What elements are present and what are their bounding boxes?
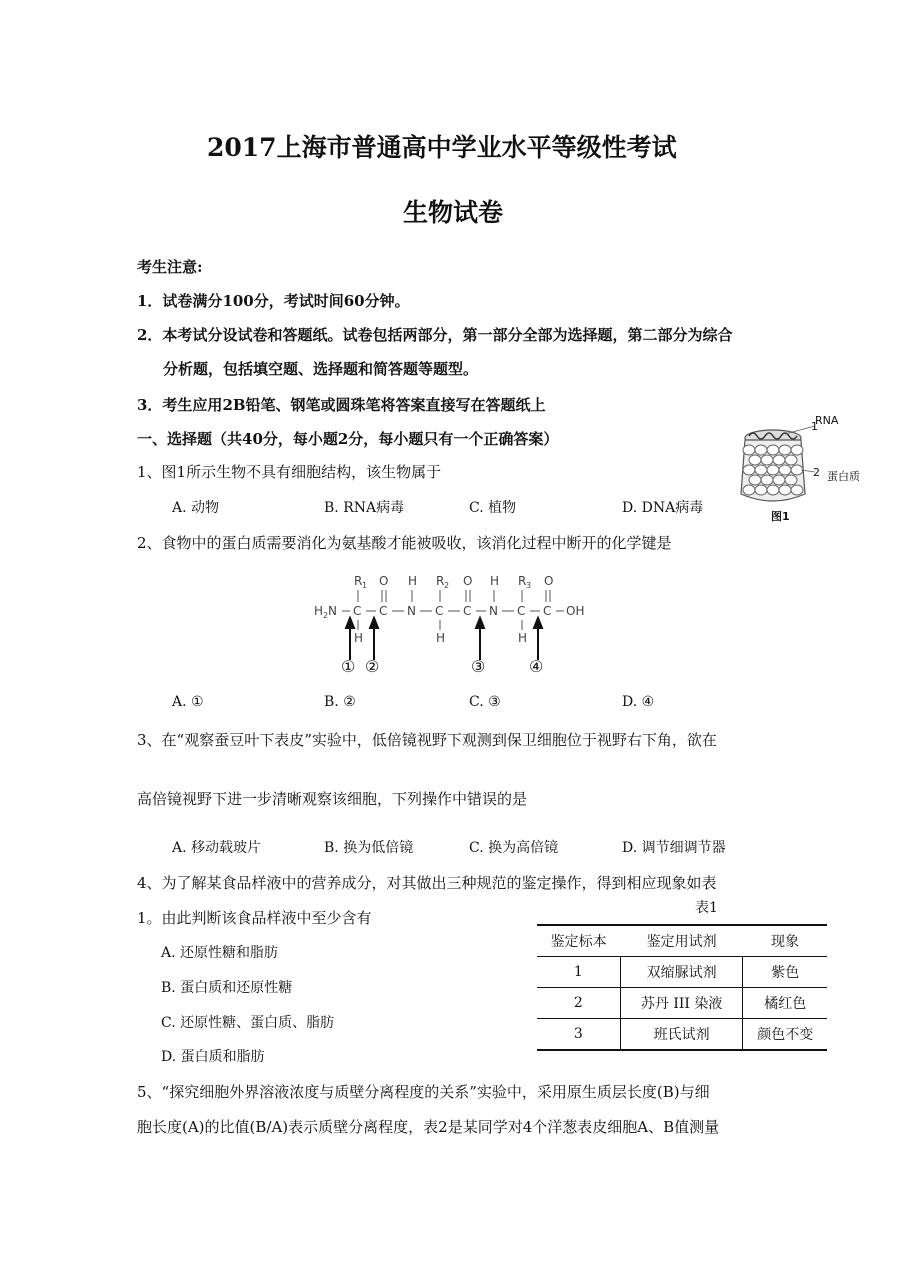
table-header: 鉴定用试剂 [620, 925, 743, 957]
question-2: 2、食物中的蛋白质需要消化为氨基酸才能被吸收，该消化过程中断开的化学键是 [137, 534, 672, 552]
table-cell: 3 [537, 1019, 620, 1051]
svg-text:1: 1 [362, 581, 368, 590]
virus-figure [735, 410, 865, 525]
peptide-diagram [310, 568, 600, 680]
bond-label-2: ② [365, 657, 380, 676]
question-4-line-2: 1。由此判断该食品样液中至少含有 [137, 909, 372, 927]
table-row [537, 1019, 827, 1051]
svg-text:C: C [353, 604, 362, 618]
q3-option-d: D. 调节细调节器 [622, 840, 726, 856]
svg-text:O: O [544, 574, 554, 588]
table-row [537, 957, 827, 988]
svg-text:C: C [517, 604, 526, 618]
q2-option-c: C. ③ [469, 694, 501, 710]
notice-item: 3．考生应用2B铅笔、钢笔或圆珠笔将答案直接写在答题纸上 [137, 396, 546, 414]
table-header: 鉴定标本 [537, 925, 620, 957]
notice-item: 分析题，包括填空题、选择题和简答题等题型。 [163, 360, 479, 378]
num-2-label: 2 [813, 466, 820, 479]
q4-option-d: D. 蛋白质和脂肪 [161, 1049, 265, 1065]
bond-label-3: ③ [471, 657, 486, 676]
table-header: 现象 [743, 925, 827, 957]
rna-label: RNA [815, 414, 839, 427]
svg-text:N: N [328, 604, 337, 618]
table-cell: 紫色 [743, 957, 827, 988]
question-1: 1、图1所示生物不具有细胞结构，该生物属于 [137, 463, 442, 481]
svg-text:C: C [435, 604, 444, 618]
q1-option-c: C. 植物 [469, 500, 517, 516]
svg-text:C: C [543, 604, 552, 618]
table-cell: 班氏试剂 [620, 1019, 743, 1051]
bond-label-1: ① [341, 657, 356, 676]
section-heading: 一、选择题（共40分，每小题2分，每小题只有一个正确答案） [137, 430, 559, 448]
table-cell: 橘红色 [743, 988, 827, 1019]
exam-title: 2017上海市普通高中学业水平等级性考试 [207, 133, 677, 162]
svg-text:C: C [379, 604, 388, 618]
svg-text:2: 2 [323, 611, 329, 620]
question-5-line-1: 5、“探究细胞外界溶液浓度与质壁分离程度的关系”实验中，采用原生质层长度(B)与细 [137, 1083, 710, 1101]
svg-text:OH: OH [566, 604, 585, 618]
question-5-line-2: 胞长度(A)的比值(B/A)表示质壁分离程度，表2是某同学对4个洋葱表皮细胞A、B值测量 [137, 1118, 720, 1136]
bond-label-4: ④ [529, 657, 544, 676]
q3-option-b: B. 换为低倍镜 [324, 840, 414, 856]
svg-text:N: N [407, 604, 416, 618]
notice-item: 1．试卷满分100分，考试时间60分钟。 [137, 292, 410, 310]
q2-option-b: B. ② [324, 694, 356, 710]
svg-text:R: R [518, 574, 527, 588]
figure-1-caption: 图1 [771, 510, 790, 523]
q1-option-d: D. DNA病毒 [622, 500, 704, 516]
table-1-caption: 表1 [695, 900, 718, 916]
notice-item: 2．本考试分设试卷和答题纸。试卷包括两部分，第一部分全部为选择题，第二部分为综合 [137, 326, 733, 344]
svg-text:H: H [518, 631, 528, 645]
svg-text:H: H [436, 631, 446, 645]
svg-text:C: C [463, 604, 472, 618]
table-cell: 苏丹 III 染液 [620, 988, 743, 1019]
svg-text:H: H [314, 604, 324, 618]
question-4-line-1: 4、为了解某食品样液中的营养成分，对其做出三种规范的鉴定操作，得到相应现象如表 [137, 874, 717, 892]
q2-option-a: A. ① [172, 694, 204, 710]
notice-heading: 考生注意: [137, 258, 203, 276]
protein-label: 蛋白质 [827, 470, 860, 483]
q3-option-c: C. 换为高倍镜 [469, 840, 559, 856]
table-cell: 颜色不变 [743, 1019, 827, 1051]
q4-option-a: A. 还原性糖和脂肪 [161, 945, 279, 961]
q3-option-a: A. 移动载玻片 [172, 840, 262, 856]
svg-text:3: 3 [526, 581, 532, 590]
q1-option-b: B. RNA病毒 [324, 500, 405, 516]
identification-table [537, 924, 827, 1051]
table-cell: 2 [537, 988, 620, 1019]
question-3-line-2: 高倍镜视野下进一步清晰观察该细胞，下列操作中错误的是 [137, 790, 528, 808]
q4-option-c: C. 还原性糖、蛋白质、脂肪 [161, 1015, 335, 1031]
question-3-line-1: 3、在“观察蚕豆叶下表皮”实验中，低倍镜视野下观测到保卫细胞位于视野右下角，欲在 [137, 731, 717, 749]
table-cell: 1 [537, 957, 620, 988]
svg-text:2: 2 [444, 581, 450, 590]
exam-subtitle: 生物试卷 [403, 198, 504, 227]
table-row [537, 988, 827, 1019]
svg-text:R: R [436, 574, 445, 588]
svg-text:N: N [489, 604, 498, 618]
q2-option-d: D. ④ [622, 694, 655, 710]
svg-text:O: O [463, 574, 473, 588]
num-1-label: 1 [811, 420, 818, 433]
svg-text:H: H [408, 574, 418, 588]
svg-text:H: H [354, 631, 364, 645]
table-cell: 双缩脲试剂 [620, 957, 743, 988]
q4-option-b: B. 蛋白质和还原性糖 [161, 980, 293, 996]
q1-option-a: A. 动物 [172, 500, 220, 516]
svg-text:H: H [490, 574, 500, 588]
svg-text:R: R [354, 574, 363, 588]
svg-text:O: O [379, 574, 389, 588]
